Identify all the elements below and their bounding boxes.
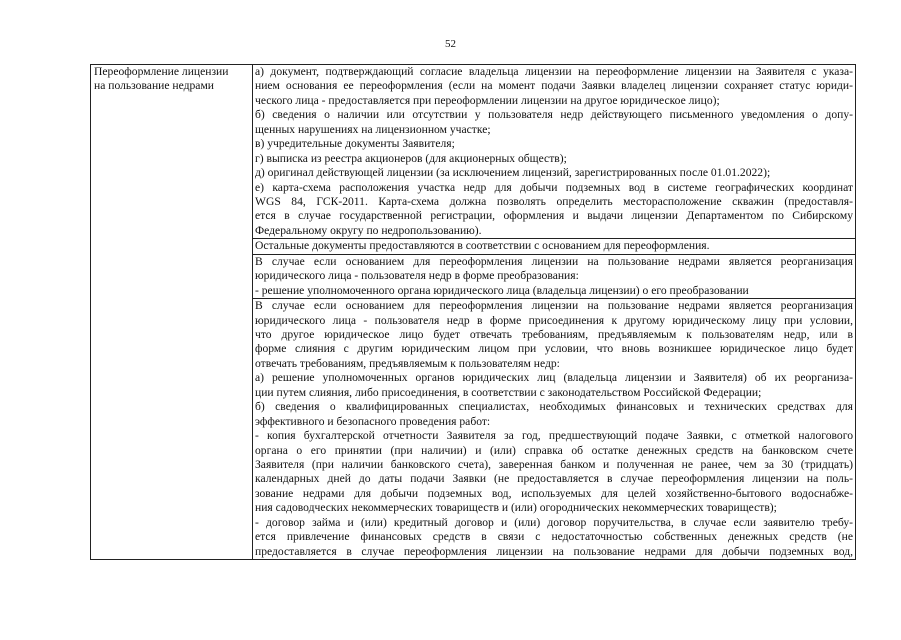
text-line: б) сведения о наличии или отсутствии у пользователя недр действующего письменного уведомления о допу- [255,108,853,122]
text-line: эффективного и безопасного проведения работ: [255,414,491,428]
service-name-cell [91,65,253,560]
text-line: щенных нарушениях на лицензионном участке; [255,122,491,136]
text-line: ния садоводческих некоммерческих товариществ и (или) огороднических некоммерческих товариществ); [255,501,777,515]
text-line: форме слияния с другим юридическим лицом при условии, что вновь возникшее юридическое лицо будет [255,342,853,356]
text-line: Остальные документы предоставляются в соответствии с основанием для переоформления. [255,239,710,253]
documents-cell [253,65,856,239]
text-line: ческого лица - предоставляется при переоформлении лицензии на другое юридическое лицо); [255,93,720,107]
text-line: нием основания ее переоформления (если на момент подачи Заявки владелец лицензии сохраняет статус юриди- [255,79,853,93]
documents-cell [253,254,856,298]
documents-cell [253,239,856,254]
text-line: а) решение уполномоченных органов юридических лиц (владельца лицензии и Заявителя) об их реорганиза- [255,371,853,385]
text-line: что другое юридическое лицо будет отвечать требованиям, предъявляемым к пользователям недр, или в [255,328,853,342]
text-line: ется в случае государственной регистрации, оформления и выдачи лицензии Департаментом по Сибирскому [255,209,853,223]
text-line: В случае если основанием для переоформления лицензии на пользование недрами является реорганизация [255,299,853,313]
table-row [91,65,856,239]
text-line: ется привлечение финансовых средств в связи с недостаточностью собственных денежных средств (не [255,530,853,544]
documents-cell [253,299,856,560]
text-line: Заявителя (при наличии банковского счета), заверенная банком и полученная не ранее, чем за 30 (тридцать) [255,458,853,471]
page-number: 52 [445,38,456,50]
text-line: е) карта-схема расположения участка недр для добычи подземных вод в системе географических координат [255,180,853,194]
text-line: - решение уполномоченного органа юридического лица (владельца лицензии) о его преобразовании [255,283,749,297]
text-line: WGS 84, ГСК-2011. Карта-схема должна позволять определить месторасположение скважин (предоставля- [255,195,853,209]
service-name-line: Переоформление лицензии [94,65,229,78]
text-line: юридического лица - пользователя недр в форме преобразования: [255,269,579,283]
text-line: а) документ, подтверждающий согласие владельца лицензии на переоформление лицензии на Заявителя с указа- [255,65,853,78]
text-line: - копия бухгалтерской отчетности Заявителя за год, предшествующий подаче Заявки, с отметкой налогового [255,429,853,443]
text-line: юридического лица - пользователя недр в форме присоединения к другому юридическому лицу при условии, [255,313,853,327]
text-line: Федеральному округу по недропользованию). [255,223,482,237]
text-line: б) сведения о квалифицированных специалистах, необходимых финансовых и технических средствах для [255,400,853,414]
text-line: в) учредительные документы Заявителя; [255,137,455,151]
text-line: ции путем слияния, либо присоединения, в соответствии с законодательством Российской Федерации; [255,385,762,399]
text-line: - договор займа и (или) кредитный договор и (или) договор поручительства, в случае если заявителю требу- [255,515,853,529]
service-name-line: на пользование недрами [94,79,214,93]
text-line: г) выписка из реестра акционеров (для акционерных обществ); [255,151,567,165]
text-line: д) оригинал действующей лицензии (за исключением лицензий, зарегистрированных после 01.01.2022); [255,166,771,180]
text-line: органа о его принятии (при наличии) и (или) справка об остатке денежных средств на банковском счете [255,443,853,457]
text-line: В случае если основанием для переоформления лицензии на пользование недрами является реорганизация [255,254,853,268]
text-line: предоставляется в случае переоформления лицензии на пользование недрами для добычи подземных вод, [255,544,853,558]
text-line: зование недрами для добычи подземных вод, используемых для целей хозяйственно-бытового водоснабже- [255,486,853,500]
text-line: календарных дней до даты подачи Заявки (не предоставляется в случае переоформления лицензии на поль- [255,472,853,486]
requirements-table [90,64,856,560]
text-line: отвечать требованиям, предъявляемым к пользователям недр: [255,356,560,370]
